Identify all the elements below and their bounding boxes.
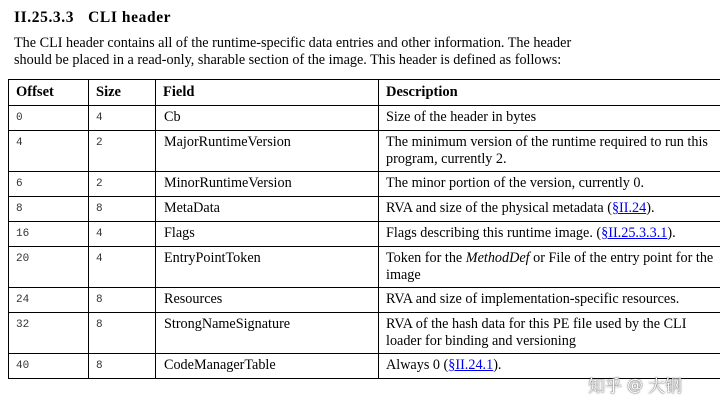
section-number: II.25.3.3 [14, 9, 75, 26]
cell-field: EntryPointToken [156, 247, 379, 288]
cell-description [379, 131, 720, 172]
cell-size: 8 [89, 354, 156, 379]
cell-size: 8 [89, 288, 156, 313]
cell-offset: 8 [9, 197, 89, 222]
cell-description [379, 172, 720, 197]
cell-field: StrongNameSignature [156, 313, 379, 354]
table-row [9, 106, 720, 131]
description-text: RVA of the hash data for this PE file used by the CLI loader for binding and versioning [386, 316, 687, 349]
table-row [9, 313, 720, 354]
cell-description [379, 247, 720, 288]
description-text: The minimum version of the runtime required to run this program, currently 2. [386, 134, 708, 167]
description-emphasis: MethodDef [465, 250, 530, 266]
column-header-size: Size [89, 80, 156, 106]
table-row [9, 197, 720, 222]
table-body [9, 106, 720, 379]
watermark [588, 372, 682, 397]
cell-field: MetaData [156, 197, 379, 222]
cell-description [379, 222, 720, 247]
cell-offset: 0 [9, 106, 89, 131]
cell-size: 8 [89, 313, 156, 354]
section-title: CLI header [88, 9, 172, 26]
description-text: RVA and size of implementation-specific resources. [386, 291, 680, 307]
description-text: ). [646, 200, 655, 216]
cell-field: CodeManagerTable [156, 354, 379, 379]
cell-size: 2 [89, 131, 156, 172]
cell-offset: 6 [9, 172, 89, 197]
section-link[interactable]: §II.25.3.3.1 [601, 225, 668, 241]
cell-field: MajorRuntimeVersion [156, 131, 379, 172]
section-heading [14, 9, 171, 27]
cell-description [379, 106, 720, 131]
cell-offset: 16 [9, 222, 89, 247]
description-text: The minor portion of the version, currently 0. [386, 175, 645, 191]
cell-size: 8 [89, 197, 156, 222]
column-header-description: Description [379, 80, 720, 106]
description-text: ). [667, 225, 676, 241]
intro-line: should be placed in a read-only, sharable section of the image. This header is defined as follows: [14, 52, 562, 68]
section-link[interactable]: §II.24 [611, 200, 647, 216]
cell-offset: 32 [9, 313, 89, 354]
cell-field: Flags [156, 222, 379, 247]
description-text: or File of the entry point for the image [386, 250, 714, 283]
cell-field: Resources [156, 288, 379, 313]
column-header-field: Field [156, 80, 379, 106]
cell-size: 2 [89, 172, 156, 197]
cell-size: 4 [89, 247, 156, 288]
intro-line: The CLI header contains all of the runtime-specific data entries and other information. The header [14, 35, 572, 51]
description-text: RVA and size of the physical metadata ( [386, 200, 612, 216]
intro-paragraph [14, 35, 714, 69]
cell-offset: 20 [9, 247, 89, 288]
cell-description [379, 313, 720, 354]
table-row [9, 131, 720, 172]
cell-offset: 4 [9, 131, 89, 172]
cell-offset: 24 [9, 288, 89, 313]
description-text: ). [493, 357, 502, 373]
cell-field: Cb [156, 106, 379, 131]
description-text: Always 0 ( [386, 357, 449, 373]
cell-size: 4 [89, 222, 156, 247]
cli-header-table [8, 79, 720, 379]
description-text: Size of the header in bytes [386, 109, 537, 125]
table-header-row [9, 80, 720, 106]
description-text: Flags describing this runtime image. ( [386, 225, 602, 241]
table-row [9, 172, 720, 197]
watermark-site: 知乎 [588, 377, 622, 397]
description-text: Token for the [386, 250, 466, 266]
table-row [9, 222, 720, 247]
watermark-user: 大钢 [648, 377, 682, 397]
cell-field: MinorRuntimeVersion [156, 172, 379, 197]
cell-description [379, 197, 720, 222]
table-row [9, 247, 720, 288]
section-link[interactable]: §II.24.1 [448, 357, 494, 373]
watermark-at: @ [627, 375, 643, 394]
column-header-offset: Offset [9, 80, 89, 106]
table-row [9, 288, 720, 313]
cell-size: 4 [89, 106, 156, 131]
cell-offset: 40 [9, 354, 89, 379]
cell-description [379, 288, 720, 313]
